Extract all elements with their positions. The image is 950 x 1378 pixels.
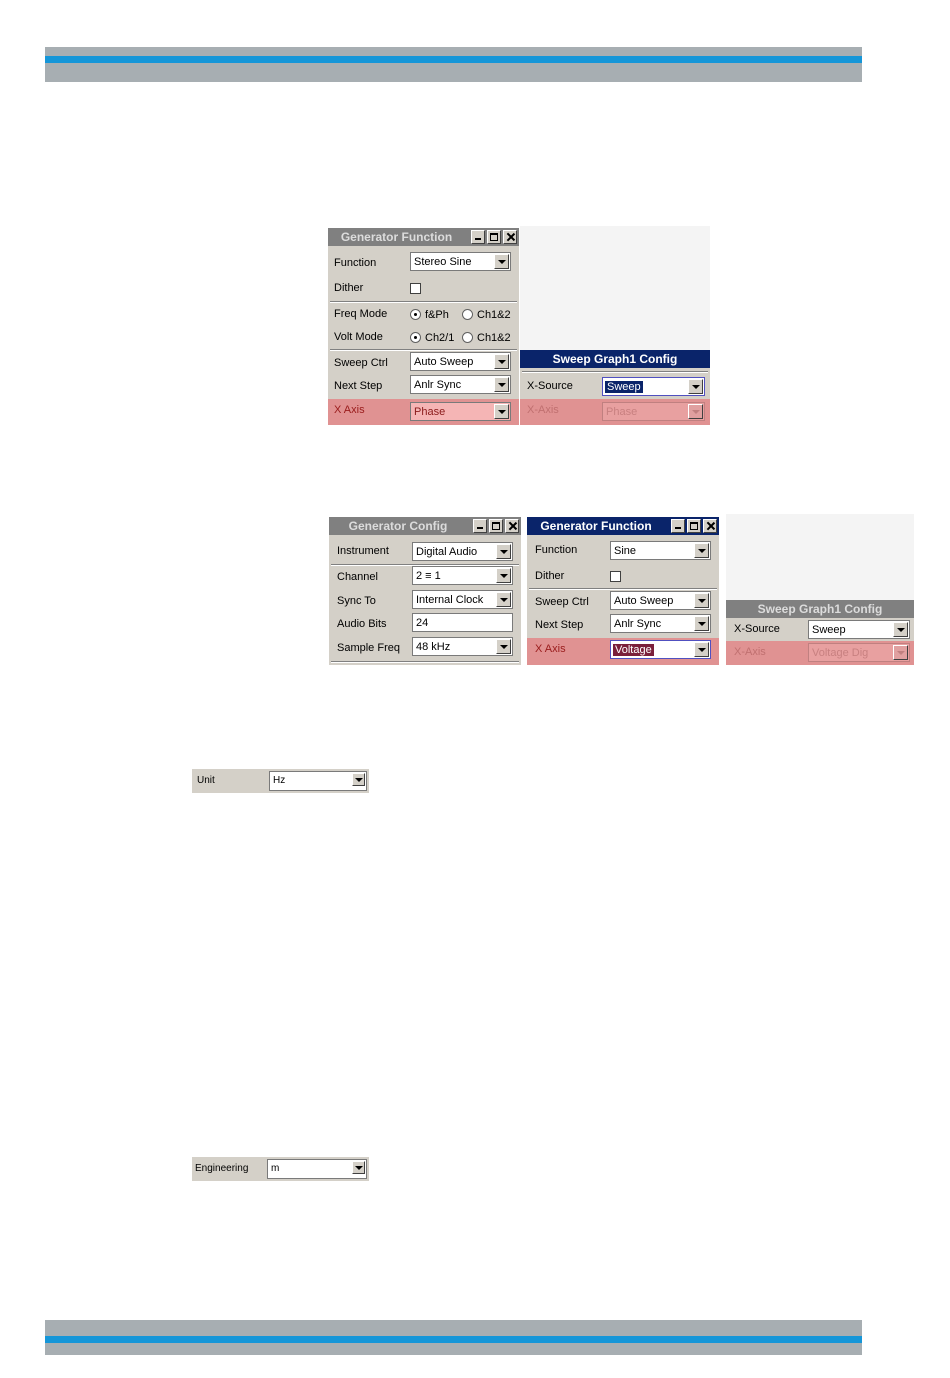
- panel-title: Sweep Graph1 Config: [552, 352, 678, 366]
- next-step-value: Anlr Sync: [414, 379, 462, 391]
- fig2-background: [726, 514, 914, 600]
- freq-mode-option-ch12: Ch1&2: [477, 309, 511, 321]
- unit-value: Hz: [273, 775, 286, 786]
- x-axis-select: [808, 643, 910, 662]
- chevron-down-icon[interactable]: [494, 354, 509, 369]
- sample-freq-row: [329, 637, 521, 660]
- instrument-row: [329, 540, 521, 563]
- fig1-sweep-graph-panel: [520, 350, 710, 425]
- sample-freq-label: Sample Freq: [337, 642, 400, 654]
- x-axis-select[interactable]: [610, 640, 711, 659]
- x-axis-row: [520, 399, 710, 425]
- x-axis-row: [527, 638, 719, 665]
- volt-mode-option-ch12: Ch1&2: [477, 332, 511, 344]
- next-step-label: Next Step: [334, 380, 383, 392]
- close-icon[interactable]: [503, 230, 517, 244]
- engineering-field-row: [192, 1157, 369, 1181]
- freq-mode-row: [328, 303, 519, 326]
- engineering-select[interactable]: [267, 1159, 367, 1179]
- header-stripe: [45, 56, 862, 63]
- sync-to-select[interactable]: [412, 590, 513, 609]
- chevron-down-icon[interactable]: [893, 622, 908, 637]
- close-icon[interactable]: [505, 519, 519, 533]
- freq-mode-option-fph: f&Ph: [425, 309, 449, 321]
- dither-checkbox[interactable]: [410, 283, 421, 294]
- sync-to-value: Internal Clock: [416, 594, 484, 606]
- chevron-down-icon[interactable]: [352, 773, 365, 786]
- maximize-icon[interactable]: [489, 519, 503, 533]
- footer-band: [45, 1320, 862, 1355]
- function-select[interactable]: [410, 252, 511, 271]
- close-icon[interactable]: [703, 519, 717, 533]
- sample-freq-value: 48 kHz: [416, 641, 451, 653]
- channel-select[interactable]: [412, 566, 513, 585]
- x-axis-label: X-Axis: [527, 404, 559, 416]
- function-row: [527, 539, 719, 562]
- chevron-down-icon[interactable]: [496, 568, 511, 583]
- panel-titlebar: [520, 350, 710, 368]
- engineering-label: Engineering: [195, 1163, 249, 1174]
- minimize-icon[interactable]: [471, 230, 485, 244]
- divider: [529, 588, 717, 590]
- chevron-down-icon[interactable]: [496, 639, 511, 654]
- panel-titlebar: [527, 517, 719, 535]
- x-source-label: X-Source: [734, 623, 780, 635]
- sweep-ctrl-row: [328, 352, 519, 375]
- freq-mode-label: Freq Mode: [334, 308, 388, 320]
- chevron-down-icon[interactable]: [694, 593, 709, 608]
- chevron-down-icon[interactable]: [688, 379, 703, 394]
- x-axis-label: X Axis: [535, 643, 566, 655]
- function-label: Function: [535, 544, 578, 556]
- dither-label: Dither: [535, 570, 565, 582]
- function-value: Stereo Sine: [414, 256, 472, 268]
- panel-titlebar: [329, 517, 521, 535]
- divider: [522, 371, 708, 373]
- divider: [331, 661, 519, 663]
- chevron-down-icon[interactable]: [694, 543, 709, 558]
- panel-titlebar: [726, 600, 914, 618]
- maximize-icon[interactable]: [687, 519, 701, 533]
- sync-to-row: [329, 590, 521, 613]
- freq-mode-radio-fph[interactable]: [410, 309, 421, 320]
- audio-bits-input[interactable]: [412, 613, 513, 632]
- volt-mode-option-ch21: Ch2/1: [425, 332, 455, 344]
- sync-to-label: Sync To: [337, 595, 376, 607]
- x-axis-select[interactable]: [410, 402, 511, 421]
- x-source-value: Sweep: [812, 624, 846, 636]
- unit-label: Unit: [197, 775, 215, 786]
- chevron-down-icon[interactable]: [694, 616, 709, 631]
- sweep-ctrl-value: Auto Sweep: [614, 595, 674, 607]
- x-axis-select: [602, 402, 705, 421]
- audio-bits-value: 24: [416, 617, 429, 629]
- chevron-down-icon[interactable]: [494, 404, 509, 419]
- unit-field-row: [192, 769, 369, 793]
- audio-bits-row: [329, 613, 521, 636]
- chevron-down-icon[interactable]: [494, 377, 509, 392]
- chevron-down-icon[interactable]: [352, 1161, 365, 1174]
- instrument-value: Digital Audio: [416, 546, 478, 558]
- x-axis-value: Phase: [414, 406, 446, 418]
- function-value: Sine: [614, 545, 637, 557]
- x-source-row: [520, 375, 710, 398]
- x-source-row: [726, 618, 914, 641]
- fig1-generator-function-panel: [328, 228, 519, 425]
- unit-select[interactable]: [269, 771, 367, 791]
- x-source-select[interactable]: [808, 620, 910, 639]
- next-step-row: [527, 614, 719, 637]
- dither-label: Dither: [334, 282, 364, 294]
- x-source-value: Sweep: [607, 381, 641, 393]
- x-source-label: X-Source: [527, 380, 573, 392]
- next-step-select[interactable]: [410, 375, 511, 394]
- fig2-generator-function-panel: [527, 517, 719, 665]
- panel-title: Sweep Graph1 Config: [757, 602, 883, 616]
- sweep-ctrl-value: Auto Sweep: [414, 356, 474, 368]
- sample-freq-select[interactable]: [412, 637, 513, 656]
- instrument-label: Instrument: [337, 545, 389, 557]
- volt-mode-label: Volt Mode: [334, 331, 383, 343]
- next-step-label: Next Step: [535, 619, 584, 631]
- dither-row: [527, 565, 719, 588]
- volt-mode-radio-ch12[interactable]: [462, 332, 473, 343]
- x-axis-label: X-Axis: [734, 646, 766, 658]
- chevron-down-icon: [688, 404, 703, 419]
- minimize-icon[interactable]: [473, 519, 487, 533]
- header-band: [45, 47, 862, 82]
- channel-label: Channel: [337, 571, 378, 583]
- channel-row: [329, 566, 521, 589]
- x-source-select[interactable]: [602, 377, 705, 396]
- next-step-value: Anlr Sync: [614, 618, 662, 630]
- engineering-value: m: [271, 1163, 280, 1174]
- chevron-down-icon: [893, 645, 908, 660]
- x-axis-value: Phase: [606, 406, 638, 418]
- x-axis-value: Voltage Dig: [812, 647, 869, 659]
- freq-mode-radio-ch12[interactable]: [462, 309, 473, 320]
- x-axis-row: [726, 641, 914, 665]
- chevron-down-icon[interactable]: [494, 254, 509, 269]
- chevron-down-icon[interactable]: [496, 544, 511, 559]
- chevron-down-icon[interactable]: [694, 642, 709, 657]
- audio-bits-label: Audio Bits: [337, 618, 387, 630]
- window-buttons: [473, 519, 519, 533]
- next-step-row: [328, 375, 519, 398]
- sweep-ctrl-select[interactable]: [410, 352, 511, 371]
- panel-title: Generator Config: [348, 519, 448, 533]
- function-label: Function: [334, 257, 377, 269]
- volt-mode-radio-ch21[interactable]: [410, 332, 421, 343]
- fig2-generator-config-panel: [329, 517, 521, 665]
- sweep-ctrl-label: Sweep Ctrl: [535, 596, 589, 608]
- dither-checkbox[interactable]: [610, 571, 621, 582]
- channel-value: 2 ≡ 1: [416, 570, 441, 582]
- function-select[interactable]: [610, 541, 711, 560]
- panel-title: Generator Function: [340, 230, 453, 244]
- chevron-down-icon[interactable]: [496, 592, 511, 607]
- maximize-icon[interactable]: [487, 230, 501, 244]
- minimize-icon[interactable]: [671, 519, 685, 533]
- footer-stripe: [45, 1336, 862, 1343]
- window-buttons: [671, 519, 717, 533]
- window-buttons: [471, 230, 517, 244]
- sweep-ctrl-select[interactable]: [610, 591, 711, 610]
- sweep-ctrl-label: Sweep Ctrl: [334, 357, 388, 369]
- panel-titlebar: [328, 228, 519, 246]
- sweep-ctrl-row: [527, 591, 719, 614]
- fig1-background: [520, 226, 710, 350]
- x-axis-value: Voltage: [615, 644, 652, 656]
- fig2-sweep-graph-panel: [726, 600, 914, 665]
- dither-row: [328, 277, 519, 300]
- x-axis-label: X Axis: [334, 404, 365, 416]
- function-row: [328, 252, 519, 275]
- volt-mode-row: [328, 326, 519, 349]
- panel-title: Generator Function: [540, 519, 652, 533]
- x-axis-row: [328, 399, 519, 425]
- next-step-select[interactable]: [610, 614, 711, 633]
- instrument-select[interactable]: [412, 542, 513, 561]
- divider: [330, 349, 517, 351]
